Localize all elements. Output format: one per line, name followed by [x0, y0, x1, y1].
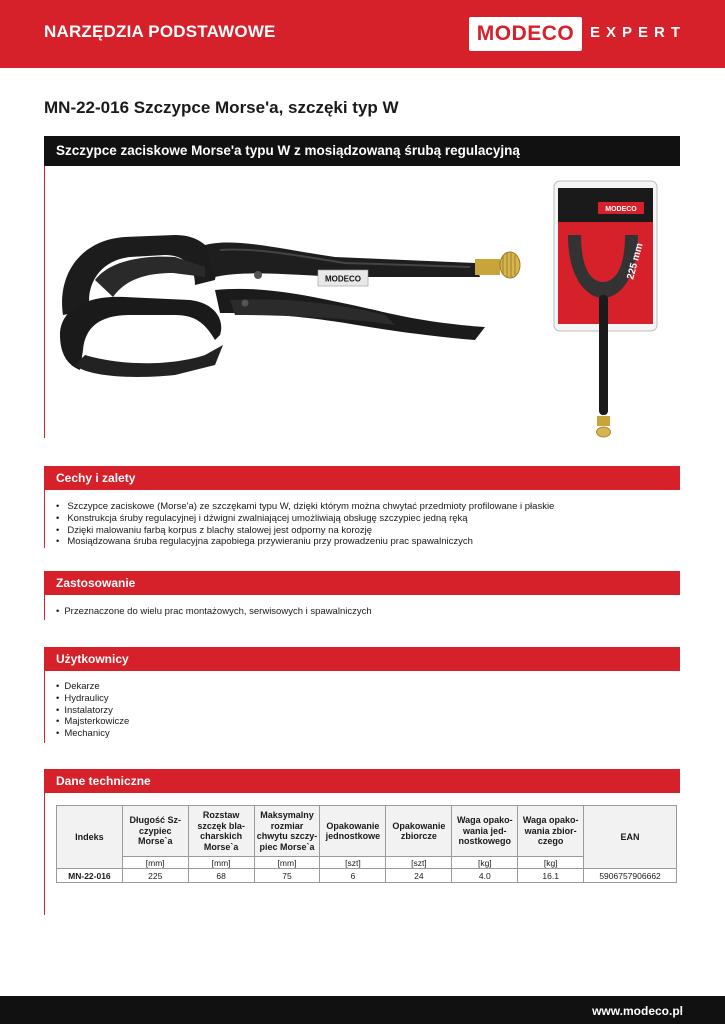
release-lever — [230, 299, 395, 325]
column-header: Waga opako- wania jed- nostkowego — [452, 806, 518, 857]
pack-screw — [597, 416, 610, 426]
unit-cell: [mm] — [254, 857, 320, 869]
header-bar — [0, 0, 725, 68]
subtitle-bar — [44, 136, 680, 166]
list-item: • Hydraulicy — [56, 693, 129, 705]
unit-cell: [kg] — [452, 857, 518, 869]
users-list — [56, 681, 129, 740]
pack-logo-text: MODECO — [605, 206, 637, 213]
column-header: Maksymalny rozmiar chwytu szczy- piec Morse`a — [254, 806, 320, 857]
table-cell-index: MN-22-016 — [57, 869, 123, 883]
section-header-application — [44, 571, 680, 595]
unit-cell: [szt] — [320, 857, 386, 869]
table-cell: 6 — [320, 869, 386, 883]
list-item: • Instalatorzy — [56, 705, 129, 717]
list-item: • Przeznaczone do wielu prac montażowych, serwisowych i spawalniczych — [56, 606, 372, 618]
divider-line — [44, 490, 45, 548]
table-cell: 225 — [122, 869, 188, 883]
tech-table — [56, 805, 677, 883]
package-photo — [553, 180, 658, 442]
column-header: Opakowanie jednostkowe — [320, 806, 386, 857]
adjusting-screw — [475, 259, 500, 275]
pack-handle — [599, 295, 608, 415]
column-header: Rozstaw szczęk bla- charskich Morse`a — [188, 806, 254, 857]
section-title-features: Cechy i zalety — [56, 471, 136, 485]
list-item: • Mosiądzowana śruba regulacyjna zapobiega przywieraniu przy prowadzeniu prac spawalniczych — [56, 536, 554, 548]
section-header-tech — [44, 769, 680, 793]
table-unit-row — [57, 857, 677, 869]
unit-cell: [kg] — [518, 857, 584, 869]
table-cell: 24 — [386, 869, 452, 883]
section-title-tech: Dane techniczne — [56, 774, 151, 788]
rivet — [242, 300, 249, 307]
brand-logo[interactable] — [469, 17, 582, 51]
divider-line — [44, 671, 45, 743]
table-row — [57, 869, 677, 883]
divider-line — [44, 595, 45, 620]
list-item: • Dekarze — [56, 681, 129, 693]
application-list — [56, 606, 372, 618]
brand-logo-subtext: EXPERT — [590, 24, 687, 41]
table-cell: 4.0 — [452, 869, 518, 883]
list-item: • Mechanicy — [56, 728, 129, 740]
section-title-users: Użytkownicy — [56, 652, 129, 666]
column-header: EAN — [584, 806, 677, 869]
category-title: NARZĘDZIA PODSTAWOWE — [44, 22, 276, 41]
list-item: • Konstrukcja śruby regulacyjnej i dźwigni zwalniającej umożliwiają obsługę szczypiec jedną ręką — [56, 513, 554, 525]
table-cell-ean: 5906757906662 — [584, 869, 677, 883]
unit-cell: [mm] — [188, 857, 254, 869]
table-cell: 16.1 — [518, 869, 584, 883]
list-item: • Majsterkowicze — [56, 716, 129, 728]
section-header-users — [44, 647, 680, 671]
page-title: MN-22-016 Szczypce Morse'a, szczęki typ W — [44, 98, 399, 117]
section-header-features — [44, 466, 680, 490]
rivet — [254, 271, 262, 279]
pack-size-label: 225 mm — [625, 241, 646, 281]
divider-line — [44, 166, 45, 438]
column-header: Waga opako- wania zbior- czego — [518, 806, 584, 857]
pliers-photo — [55, 215, 530, 390]
brand-badge-text: MODECO — [325, 274, 361, 284]
column-header: Opakowanie zbiorcze — [386, 806, 452, 857]
section-title-application: Zastosowanie — [56, 576, 136, 590]
footer-link[interactable]: www.modeco.pl — [592, 1004, 683, 1018]
unit-cell: [szt] — [386, 857, 452, 869]
unit-cell: [mm] — [122, 857, 188, 869]
table-cell: 68 — [188, 869, 254, 883]
features-list — [56, 501, 554, 548]
brand-logo-text: MODECO — [476, 22, 575, 45]
product-subtitle: Szczypce zaciskowe Morse'a typu W z mosiądzowaną śrubą regulacyjną — [56, 143, 520, 158]
footer-bar — [0, 996, 725, 1024]
list-item: • Szczypce zaciskowe (Morse'a) ze szczękami typu W, dzięki którym można chwytać przedmioty profilowane i płaskie — [56, 501, 554, 513]
divider-line — [44, 793, 45, 915]
table-cell: 75 — [254, 869, 320, 883]
table-header-row — [57, 806, 677, 857]
column-header: Długość Sz- czypiec Morse`a — [122, 806, 188, 857]
list-item: • Dzięki malowaniu farbą korpus z blachy stalowej jest odporny na korozję — [56, 525, 554, 537]
column-header: Indeks — [57, 806, 123, 869]
